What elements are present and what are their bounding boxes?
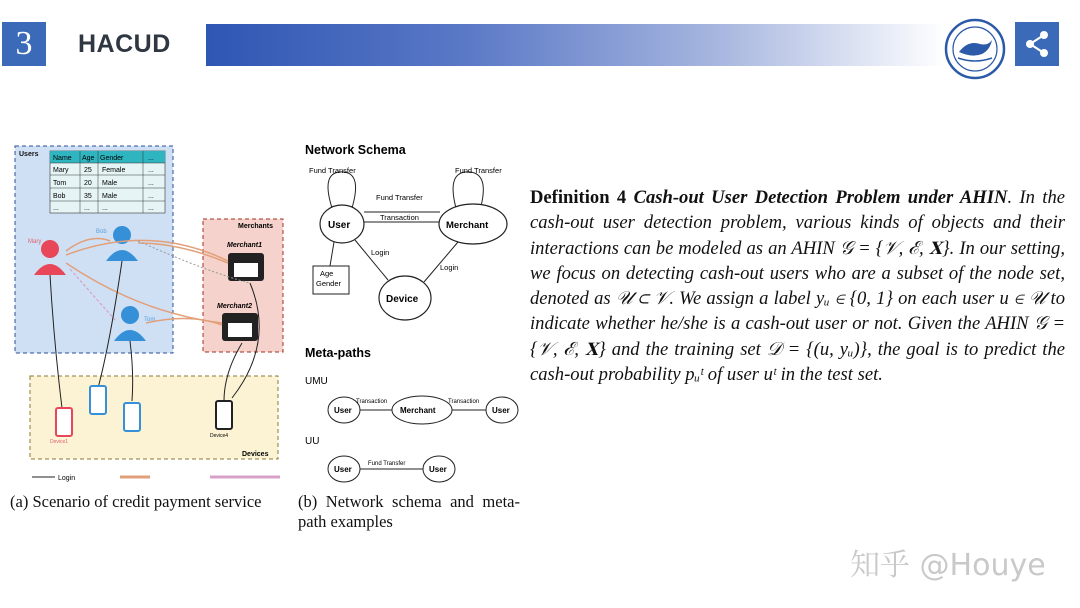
legend-login-label: Login [58,475,76,482]
node-device-label: Device [386,294,419,305]
devices-label: Devices [242,451,269,458]
uu-label: UU [305,436,320,447]
table-cell: 25 [84,167,92,174]
credit-payment-scenario-figure [10,143,292,488]
users-label: Users [19,151,39,158]
user-attribute-table [50,151,165,213]
table-cell: Bob [53,193,66,200]
transaction-label: Transaction [380,213,419,222]
merchant-store-icon [222,313,258,341]
table-cell: Male [102,193,118,200]
share-icon [1015,22,1059,66]
login-right-label: Login [440,263,459,272]
definition-label: Definition 4 [530,187,627,208]
table-header-more: ... [148,155,154,162]
header-gradient-bar [206,24,946,66]
figure-b-caption: (b) Network schema and meta-path examples [298,492,520,531]
device1-label: Device1 [50,439,69,445]
schema-title: Network Schema [305,143,406,157]
definition-paragraph [530,185,1065,387]
umu-user2-label: User [492,406,510,415]
table-cell: ... [148,205,154,212]
login-left-label: Login [371,248,390,257]
network-schema-figure [300,140,528,490]
university-logo-icon [944,18,1006,80]
table-cell: 35 [84,193,92,200]
merchant-store-icon [228,253,264,281]
fund-transfer-right-label: Fund Transfer [455,166,502,175]
table-cell: Male [102,180,118,187]
umu-label: UMU [305,376,328,387]
merchants-label: Merchants [238,223,274,230]
figure-a-caption: (a) Scenario of credit payment service [10,492,262,511]
definition-title: Cash-out User Detection Problem under AHIN [633,187,1008,208]
share-button[interactable] [1015,22,1059,66]
table-cell: ... [102,205,108,212]
umu-edge2-label: Transaction [448,399,480,405]
uu-user1-label: User [334,465,352,474]
metapaths-title: Meta-paths [305,346,371,360]
table-cell: Tom [53,180,67,187]
section-number-badge: 3 [2,22,46,66]
device-phone-icon [56,408,72,436]
attr-gender-label: Gender [316,279,342,288]
fund-transfer-mid-label: Fund Transfer [376,193,423,202]
table-header-gender: Gender [100,155,124,162]
table-cell: ... [53,205,59,212]
uu-edge-label: Fund Transfer [368,461,406,467]
slide-title: HACUD [78,30,171,58]
node-merchant-label: Merchant [446,220,489,231]
definition-body: . In the cash-out user detection problem, various kinds of objects and their interactions can be modeled as an AHIN 𝒢 = {𝒱, ℰ, 𝐗}. In our setting, we focus on detecting cash-out users who are a subset of the node set, denoted as 𝒰 ⊂ 𝒱. We assign a label yᵤ ∈ {0, 1} on each user u ∈ 𝒰 to indicate whether he/she is a cash-out user or not. Given the AHIN 𝒢 = {𝒱, ℰ, 𝐗} and the training set 𝒟 = {(u, yᵤ)}, the goal is to predict the cash-out probability pᵤᵗ of user uᵗ in the test set. [530,187,1065,386]
attr-age-label: Age [320,269,334,278]
device-phone-icon [124,403,140,431]
user-name-mary: Mary [28,239,42,245]
uu-user2-label: User [429,465,447,474]
user-name-tom: Tom [144,317,156,323]
table-cell: ... [148,180,154,187]
table-cell: Mary [53,167,69,174]
table-cell: Female [102,167,126,174]
node-user-label: User [328,220,351,231]
fund-transfer-left-label: Fund Transfer [309,166,356,175]
user-name-bob: Bob [96,229,107,235]
device-phone-icon [216,401,232,429]
umu-edge1-label: Transaction [356,399,388,405]
table-header-name: Name [53,155,72,162]
umu-user1-label: User [334,406,352,415]
table-cell: ... [148,193,154,200]
table-cell: 20 [84,180,92,187]
umu-merchant-label: Merchant [400,406,436,415]
device-phone-icon [90,386,106,414]
table-header-age: Age [82,155,95,162]
table-cell: ... [84,205,90,212]
table-cell: ... [148,167,154,174]
device4-label: Device4 [210,433,229,439]
merchant1-label: Merchant1 [227,242,263,249]
watermark: 知乎 @Houye [850,548,1046,583]
merchant2-label: Merchant2 [217,303,253,310]
